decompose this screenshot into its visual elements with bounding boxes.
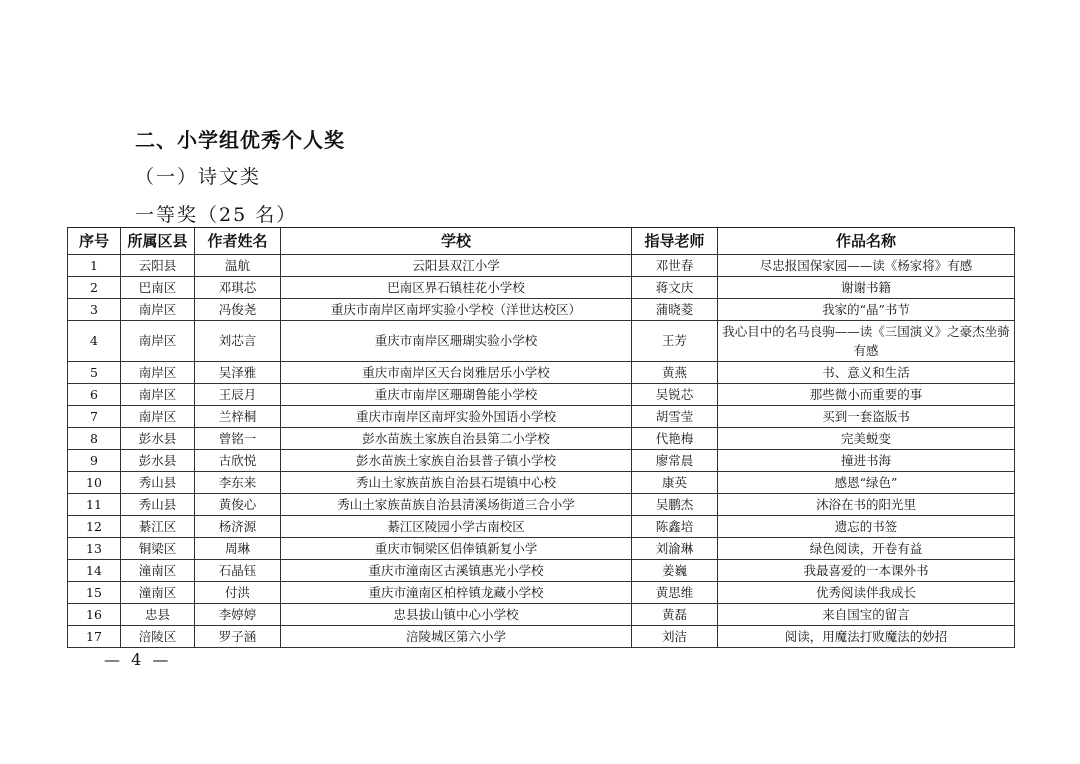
cell-district: 南岸区 <box>121 384 195 406</box>
cell-author: 石晶钰 <box>195 560 281 582</box>
section-heading: 二、小学组优秀个人奖 <box>135 128 345 152</box>
cell-title: 书、意义和生活 <box>718 362 1015 384</box>
cell-teacher: 胡雪莹 <box>632 406 718 428</box>
cell-school: 重庆市南岸区天台岗雅居乐小学校 <box>281 362 632 384</box>
cell-index: 11 <box>68 494 121 516</box>
cell-author: 周琳 <box>195 538 281 560</box>
cell-teacher: 吴鹏杰 <box>632 494 718 516</box>
cell-teacher: 廖常晨 <box>632 450 718 472</box>
cell-index: 8 <box>68 428 121 450</box>
award-level-heading: 一等奖（25 名） <box>135 204 298 226</box>
cell-author: 温航 <box>195 255 281 277</box>
cell-district: 南岸区 <box>121 406 195 428</box>
table-row <box>68 428 1015 450</box>
cell-school: 云阳县双江小学 <box>281 255 632 277</box>
cell-index: 5 <box>68 362 121 384</box>
cell-author: 古欣悦 <box>195 450 281 472</box>
cell-title: 感恩“绿色” <box>718 472 1015 494</box>
table-row <box>68 626 1015 648</box>
table-row <box>68 494 1015 516</box>
cell-title: 谢谢书籍 <box>718 277 1015 299</box>
table-row <box>68 604 1015 626</box>
table-row <box>68 472 1015 494</box>
cell-index: 15 <box>68 582 121 604</box>
cell-index: 2 <box>68 277 121 299</box>
col-header-title: 作品名称 <box>718 228 1015 255</box>
cell-title: 来自国宝的留言 <box>718 604 1015 626</box>
cell-school: 彭水苗族土家族自治县第二小学校 <box>281 428 632 450</box>
table-body <box>68 255 1015 648</box>
cell-teacher: 陈鑫培 <box>632 516 718 538</box>
cell-index: 13 <box>68 538 121 560</box>
cell-school: 重庆市南岸区珊瑚鲁能小学校 <box>281 384 632 406</box>
cell-title: 买到一套盗版书 <box>718 406 1015 428</box>
cell-index: 3 <box>68 299 121 321</box>
cell-title: 撞进书海 <box>718 450 1015 472</box>
cell-teacher: 黄磊 <box>632 604 718 626</box>
cell-teacher: 刘洁 <box>632 626 718 648</box>
cell-author: 付洪 <box>195 582 281 604</box>
cell-district: 忠县 <box>121 604 195 626</box>
cell-district: 彭水县 <box>121 450 195 472</box>
cell-district: 铜梁区 <box>121 538 195 560</box>
cell-teacher: 邓世春 <box>632 255 718 277</box>
cell-author: 吴泽雅 <box>195 362 281 384</box>
cell-school: 涪陵城区第六小学 <box>281 626 632 648</box>
cell-teacher: 蒋文庆 <box>632 277 718 299</box>
cell-district: 潼南区 <box>121 582 195 604</box>
cell-author: 冯俊尧 <box>195 299 281 321</box>
cell-teacher: 吴锐芯 <box>632 384 718 406</box>
cell-teacher: 康英 <box>632 472 718 494</box>
cell-teacher: 姜巍 <box>632 560 718 582</box>
cell-author: 李婷婷 <box>195 604 281 626</box>
cell-index: 1 <box>68 255 121 277</box>
cell-school: 秀山土家族苗族自治县清溪场街道三合小学 <box>281 494 632 516</box>
cell-title: 绿色阅读，开卷有益 <box>718 538 1015 560</box>
cell-teacher: 蒲晓菱 <box>632 299 718 321</box>
table-row <box>68 255 1015 277</box>
cell-school: 彭水苗族土家族自治县普子镇小学校 <box>281 450 632 472</box>
col-header-teacher: 指导老师 <box>632 228 718 255</box>
cell-school: 秀山土家族苗族自治县石堤镇中心校 <box>281 472 632 494</box>
cell-teacher: 黄思维 <box>632 582 718 604</box>
table-header-row <box>68 228 1015 255</box>
cell-title: 优秀阅读伴我成长 <box>718 582 1015 604</box>
cell-title: 沐浴在书的阳光里 <box>718 494 1015 516</box>
cell-index: 7 <box>68 406 121 428</box>
cell-title: 遗忘的书签 <box>718 516 1015 538</box>
cell-index: 9 <box>68 450 121 472</box>
category-subheading: （一）诗文类 <box>135 166 262 188</box>
cell-teacher: 王芳 <box>632 321 718 362</box>
cell-title: 我最喜爱的一本课外书 <box>718 560 1015 582</box>
cell-author: 曾铭一 <box>195 428 281 450</box>
cell-title: 那些微小而重要的事 <box>718 384 1015 406</box>
cell-index: 6 <box>68 384 121 406</box>
cell-index: 16 <box>68 604 121 626</box>
cell-title: 尽忠报国保家园——读《杨家将》有感 <box>718 255 1015 277</box>
cell-author: 杨济源 <box>195 516 281 538</box>
awards-table <box>67 227 1015 648</box>
cell-teacher: 代艳梅 <box>632 428 718 450</box>
cell-author: 刘芯言 <box>195 321 281 362</box>
cell-title: 我家的“晶”书节 <box>718 299 1015 321</box>
table-row <box>68 321 1015 362</box>
cell-school: 重庆市南岸区南坪实验外国语小学校 <box>281 406 632 428</box>
col-header-author: 作者姓名 <box>195 228 281 255</box>
cell-school: 綦江区陵园小学古南校区 <box>281 516 632 538</box>
cell-school: 忠县拔山镇中心小学校 <box>281 604 632 626</box>
cell-index: 12 <box>68 516 121 538</box>
table-row <box>68 277 1015 299</box>
cell-index: 14 <box>68 560 121 582</box>
col-header-school: 学校 <box>281 228 632 255</box>
cell-author: 邓琪芯 <box>195 277 281 299</box>
cell-school: 重庆市潼南区柏梓镇龙藏小学校 <box>281 582 632 604</box>
cell-author: 李东来 <box>195 472 281 494</box>
cell-district: 潼南区 <box>121 560 195 582</box>
table-row <box>68 362 1015 384</box>
cell-title: 我心目中的名马良驹——读《三国演义》之豪杰坐骑有感 <box>718 321 1015 362</box>
cell-title: 阅读，用魔法打败魔法的妙招 <box>718 626 1015 648</box>
cell-district: 秀山县 <box>121 472 195 494</box>
table-row <box>68 406 1015 428</box>
cell-author: 王辰月 <box>195 384 281 406</box>
table-row <box>68 299 1015 321</box>
table-row <box>68 538 1015 560</box>
cell-district: 涪陵区 <box>121 626 195 648</box>
table-row <box>68 384 1015 406</box>
cell-index: 17 <box>68 626 121 648</box>
table-row <box>68 560 1015 582</box>
table-row <box>68 582 1015 604</box>
cell-district: 云阳县 <box>121 255 195 277</box>
cell-author: 兰梓桐 <box>195 406 281 428</box>
cell-school: 重庆市南岸区珊瑚实验小学校 <box>281 321 632 362</box>
cell-district: 南岸区 <box>121 321 195 362</box>
cell-district: 秀山县 <box>121 494 195 516</box>
table-row <box>68 450 1015 472</box>
cell-title: 完美蜕变 <box>718 428 1015 450</box>
cell-author: 罗子涵 <box>195 626 281 648</box>
cell-school: 重庆市铜梁区侣俸镇新复小学 <box>281 538 632 560</box>
cell-school: 巴南区界石镇桂花小学校 <box>281 277 632 299</box>
cell-school: 重庆市潼南区古溪镇惠光小学校 <box>281 560 632 582</box>
cell-district: 巴南区 <box>121 277 195 299</box>
cell-district: 彭水县 <box>121 428 195 450</box>
cell-index: 4 <box>68 321 121 362</box>
page-number: — 4 — <box>104 650 172 669</box>
col-header-district: 所属区县 <box>121 228 195 255</box>
table-row <box>68 516 1015 538</box>
cell-teacher: 黄燕 <box>632 362 718 384</box>
cell-district: 南岸区 <box>121 299 195 321</box>
cell-teacher: 刘渝琳 <box>632 538 718 560</box>
col-header-index: 序号 <box>68 228 121 255</box>
cell-district: 南岸区 <box>121 362 195 384</box>
cell-index: 10 <box>68 472 121 494</box>
cell-author: 黄俊心 <box>195 494 281 516</box>
cell-district: 綦江区 <box>121 516 195 538</box>
cell-school: 重庆市南岸区南坪实验小学校（洋世达校区） <box>281 299 632 321</box>
